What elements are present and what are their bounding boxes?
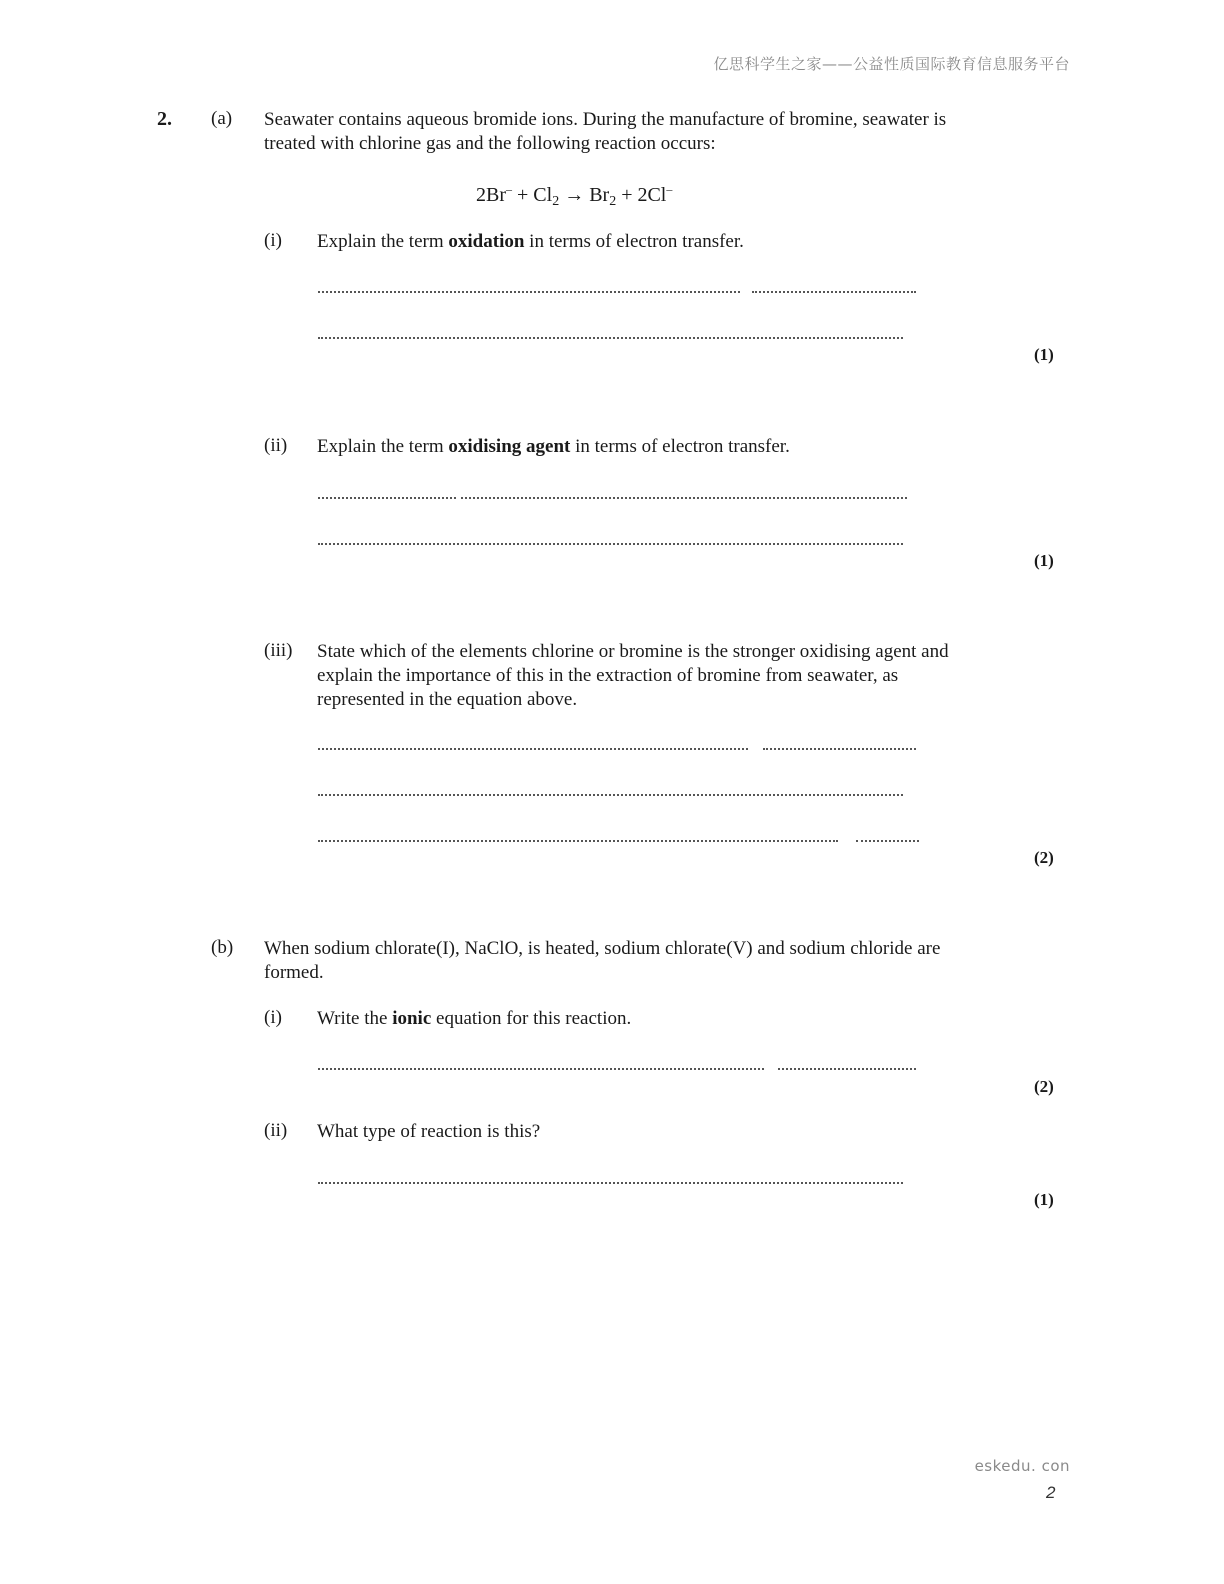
answer-line[interactable] (318, 1182, 903, 1184)
answer-line[interactable] (461, 497, 907, 499)
marks-a-ii: (1) (1034, 551, 1054, 570)
eq-term-br2: → Br (559, 184, 610, 206)
part-b-i-question (317, 1007, 631, 1031)
part-a-iii-label: (iii) (264, 640, 293, 661)
part-a-ii-post: in terms of electron transfer. (570, 436, 790, 457)
eq-charge-cl: – (666, 182, 673, 196)
part-a-ii-pre: Explain the term (317, 436, 449, 457)
part-a-i-label: (i) (264, 230, 282, 251)
answer-line[interactable] (318, 748, 748, 750)
part-a-ii-label: (ii) (264, 435, 288, 456)
eq-charge-br: – (506, 182, 512, 196)
answer-line[interactable] (318, 543, 903, 545)
answer-line[interactable] (778, 1068, 916, 1070)
answer-line[interactable] (318, 1068, 764, 1070)
part-b-i-pre: Write the (317, 1008, 393, 1029)
eq-sub-br: 2 (609, 194, 617, 209)
footer-site: eskedu. con (974, 1457, 1070, 1475)
part-a-i-pre: Explain the term (317, 231, 449, 252)
answer-line[interactable] (318, 337, 903, 339)
part-a-i-bold: oxidation (448, 231, 525, 252)
part-b-ii-question: What type of reaction is this? (317, 1121, 541, 1142)
part-a-i-post: in terms of electron transfer. (524, 231, 744, 252)
answer-line[interactable] (318, 840, 838, 842)
part-b-i-post: equation for this reaction. (431, 1008, 632, 1029)
part-b-i-label: (i) (264, 1007, 282, 1028)
eq-term-2cl: + 2Cl (616, 184, 667, 206)
answer-line[interactable] (856, 840, 919, 842)
eq-term-cl: + Cl (512, 184, 553, 206)
marks-b-ii: (1) (1034, 1190, 1054, 1209)
part-b-i-bold: ionic (392, 1008, 432, 1029)
part-a-i-question (317, 230, 744, 254)
eq-term-2br: 2Br (476, 184, 506, 206)
reaction-equation (476, 182, 672, 210)
question-number: 2. (157, 108, 172, 130)
answer-line[interactable] (318, 291, 740, 293)
answer-line[interactable] (752, 291, 916, 293)
part-a-label: (a) (211, 108, 233, 129)
part-a-ii-question (317, 435, 790, 459)
part-a-iii-line2: explain the importance of this in the extraction of bromine from seawater, as (317, 665, 899, 686)
part-a-iii-line1: State which of the elements chlorine or bromine is the stronger oxidising agent and (317, 641, 949, 662)
part-b-intro-line2: formed. (264, 962, 324, 983)
answer-line[interactable] (318, 794, 903, 796)
part-b-label: (b) (211, 937, 234, 958)
marks-a-i: (1) (1034, 345, 1054, 364)
eq-sub-cl: 2 (552, 194, 560, 209)
marks-a-iii: (2) (1034, 848, 1054, 867)
answer-line[interactable] (763, 748, 916, 750)
part-a-intro-line2: treated with chlorine gas and the following reaction occurs: (264, 133, 716, 154)
part-b-ii-label: (ii) (264, 1120, 288, 1141)
part-a-ii-bold: oxidising agent (448, 436, 571, 457)
part-a-iii-line3: represented in the equation above. (317, 689, 578, 710)
part-a-intro-line1: Seawater contains aqueous bromide ions. During the manufacture of bromine, seawater is (264, 109, 947, 130)
page-number: 2 (1046, 1483, 1056, 1502)
answer-line[interactable] (318, 497, 456, 499)
part-b-intro-line1: When sodium chlorate(I), NaClO, is heated, sodium chlorate(V) and sodium chloride are (264, 938, 941, 959)
marks-b-i: (2) (1034, 1077, 1054, 1096)
header-site-text: 亿思科学生之家——公益性质国际教育信息服务平台 (713, 55, 1070, 73)
